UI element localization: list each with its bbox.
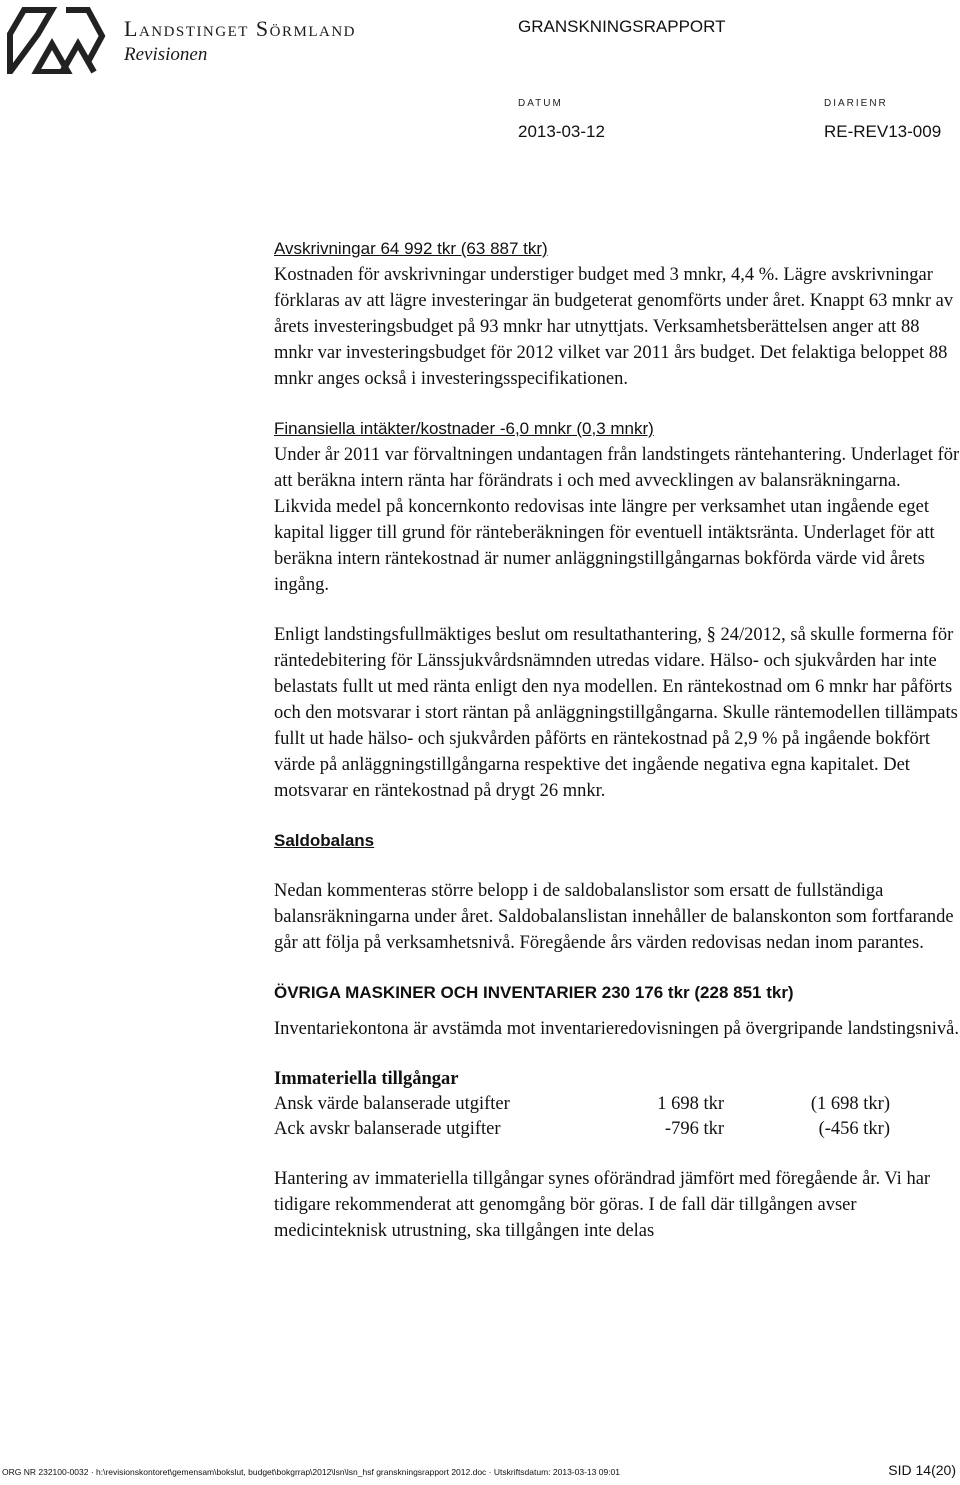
row-value: -796 tkr	[664, 1119, 724, 1139]
row-label: Ansk värde balanserade utgifter	[274, 1094, 510, 1114]
diarienr-label: DIARIENR	[824, 98, 888, 109]
row-previous-value: (-456 tkr)	[818, 1119, 890, 1139]
table-row	[274, 1092, 890, 1117]
row-value: 1 698 tkr	[657, 1094, 724, 1114]
immateriella-heading: Immateriella tillgångar	[274, 1069, 459, 1089]
row-previous-value: (1 698 tkr)	[810, 1094, 890, 1114]
report-body	[274, 236, 960, 1244]
datum-value: 2013-03-12	[518, 122, 605, 141]
ovriga-maskiner-paragraph: Inventariekontona är avstämda mot inventarieredovisningen på övergripande landstingsnivå.	[274, 1019, 959, 1039]
org-subtitle: Revisionen	[124, 44, 208, 65]
table-row	[274, 1117, 890, 1142]
saldobalans-paragraph: Nedan kommenteras större belopp i de saldobalanslistor som ersatt de fullständiga balansräkningarna under året. Saldobalanslistan innehåller de balanskonton som fortfarande går att följa på verksamhetsnivå. Föregående års värden redovisas nedan inom parantes.	[274, 881, 954, 953]
page-number: SID 14(20)	[888, 1462, 956, 1478]
hantering-paragraph: Hantering av immateriella tillgångar synes oförändrad jämfört med föregående år. Vi har tidigare rekommenderat att genomgång bör göras. I de fall där tillgången avser medicinteknisk utrustning, ska tillgången inte delas	[274, 1169, 931, 1241]
org-name: Landstinget Sörmland	[124, 16, 356, 41]
immateriella-table	[274, 1092, 890, 1142]
diarienr-value: RE-REV13-009	[824, 122, 942, 141]
avskrivningar-paragraph: Kostnaden för avskrivningar understiger budget med 3 mnkr, 4,4 %. Lägre avskrivningar förklaras av att lägre investeringar än budgeterat genomförts under året. Knappt 63 mnkr av årets investeringsbudget på 93 mnkr har utnyttjats. Verksamhetsberättelsen anger att 88 mnkr var investeringsbudget för 2012 vilket var 2011 års budget. Det felaktiga beloppet 88 mnkr anges också i investeringsspecifikationen.	[274, 265, 954, 389]
document-type: GRANSKNINGSRAPPORT	[518, 17, 726, 36]
ovriga-maskiner-heading: ÖVRIGA MASKINER OCH INVENTARIER 230 176 tkr (228 851 tkr)	[274, 983, 794, 1002]
saldobalans-heading: Saldobalans	[274, 831, 375, 850]
finansiella-paragraph: Under år 2011 var förvaltningen undantagen från landstingets räntehantering. Underlaget för att beräkna intern ränta har förändrats i och med avvecklingen av balansräkningarna. Likvida medel på koncernkonto redovisas inte längre per verksamhet utan ingående eget kapital ligger till grund för ränteberäkningen för eventuell intäktsränta. Underlaget för att beräkna intern räntekostnad är numer anläggningstillgångarnas bokförda värde vid årets ingång.	[274, 445, 960, 595]
avskrivningar-heading: Avskrivningar 64 992 tkr (63 887 tkr)	[274, 239, 548, 258]
footer-file-info: ORG NR 232100-0032 · h:\revisionskontoret\gemensam\bokslut, budget\bokgrrap\2012\lsn\lsn_hsf granskningsrapport 2012.doc · Utskriftsdatum: 2013-03-13 09:01	[2, 1467, 621, 1477]
row-label: Ack avskr balanserade utgifter	[274, 1119, 501, 1139]
resultathantering-paragraph: Enligt landstingsfullmäktiges beslut om resultathantering, § 24/2012, så skulle formerna för räntedebitering för Länssjukvårdsnämnden utredas vidare. Hälso- och sjukvården har inte belastats fullt ut med ränta enligt den nya modellen. En räntekostnad om 6 mnkr har påförts och den motsvarar i stort räntan på anläggningstillgångarna. Skulle räntemodellen tillämpats fullt ut hade hälso- och sjukvården påförts en räntekostnad på 2,9 % på ingående bokfört värde på anläggningstillgångarna respektive det ingående negativa egna kapitalet. Det motsvarar en räntekostnad på drygt 26 mnkr.	[274, 625, 958, 801]
landstinget-logo	[2, 2, 112, 74]
datum-label: DATUM	[518, 98, 563, 109]
finansiella-heading: Finansiella intäkter/kostnader -6,0 mnkr (0,3 mnkr)	[274, 419, 654, 438]
